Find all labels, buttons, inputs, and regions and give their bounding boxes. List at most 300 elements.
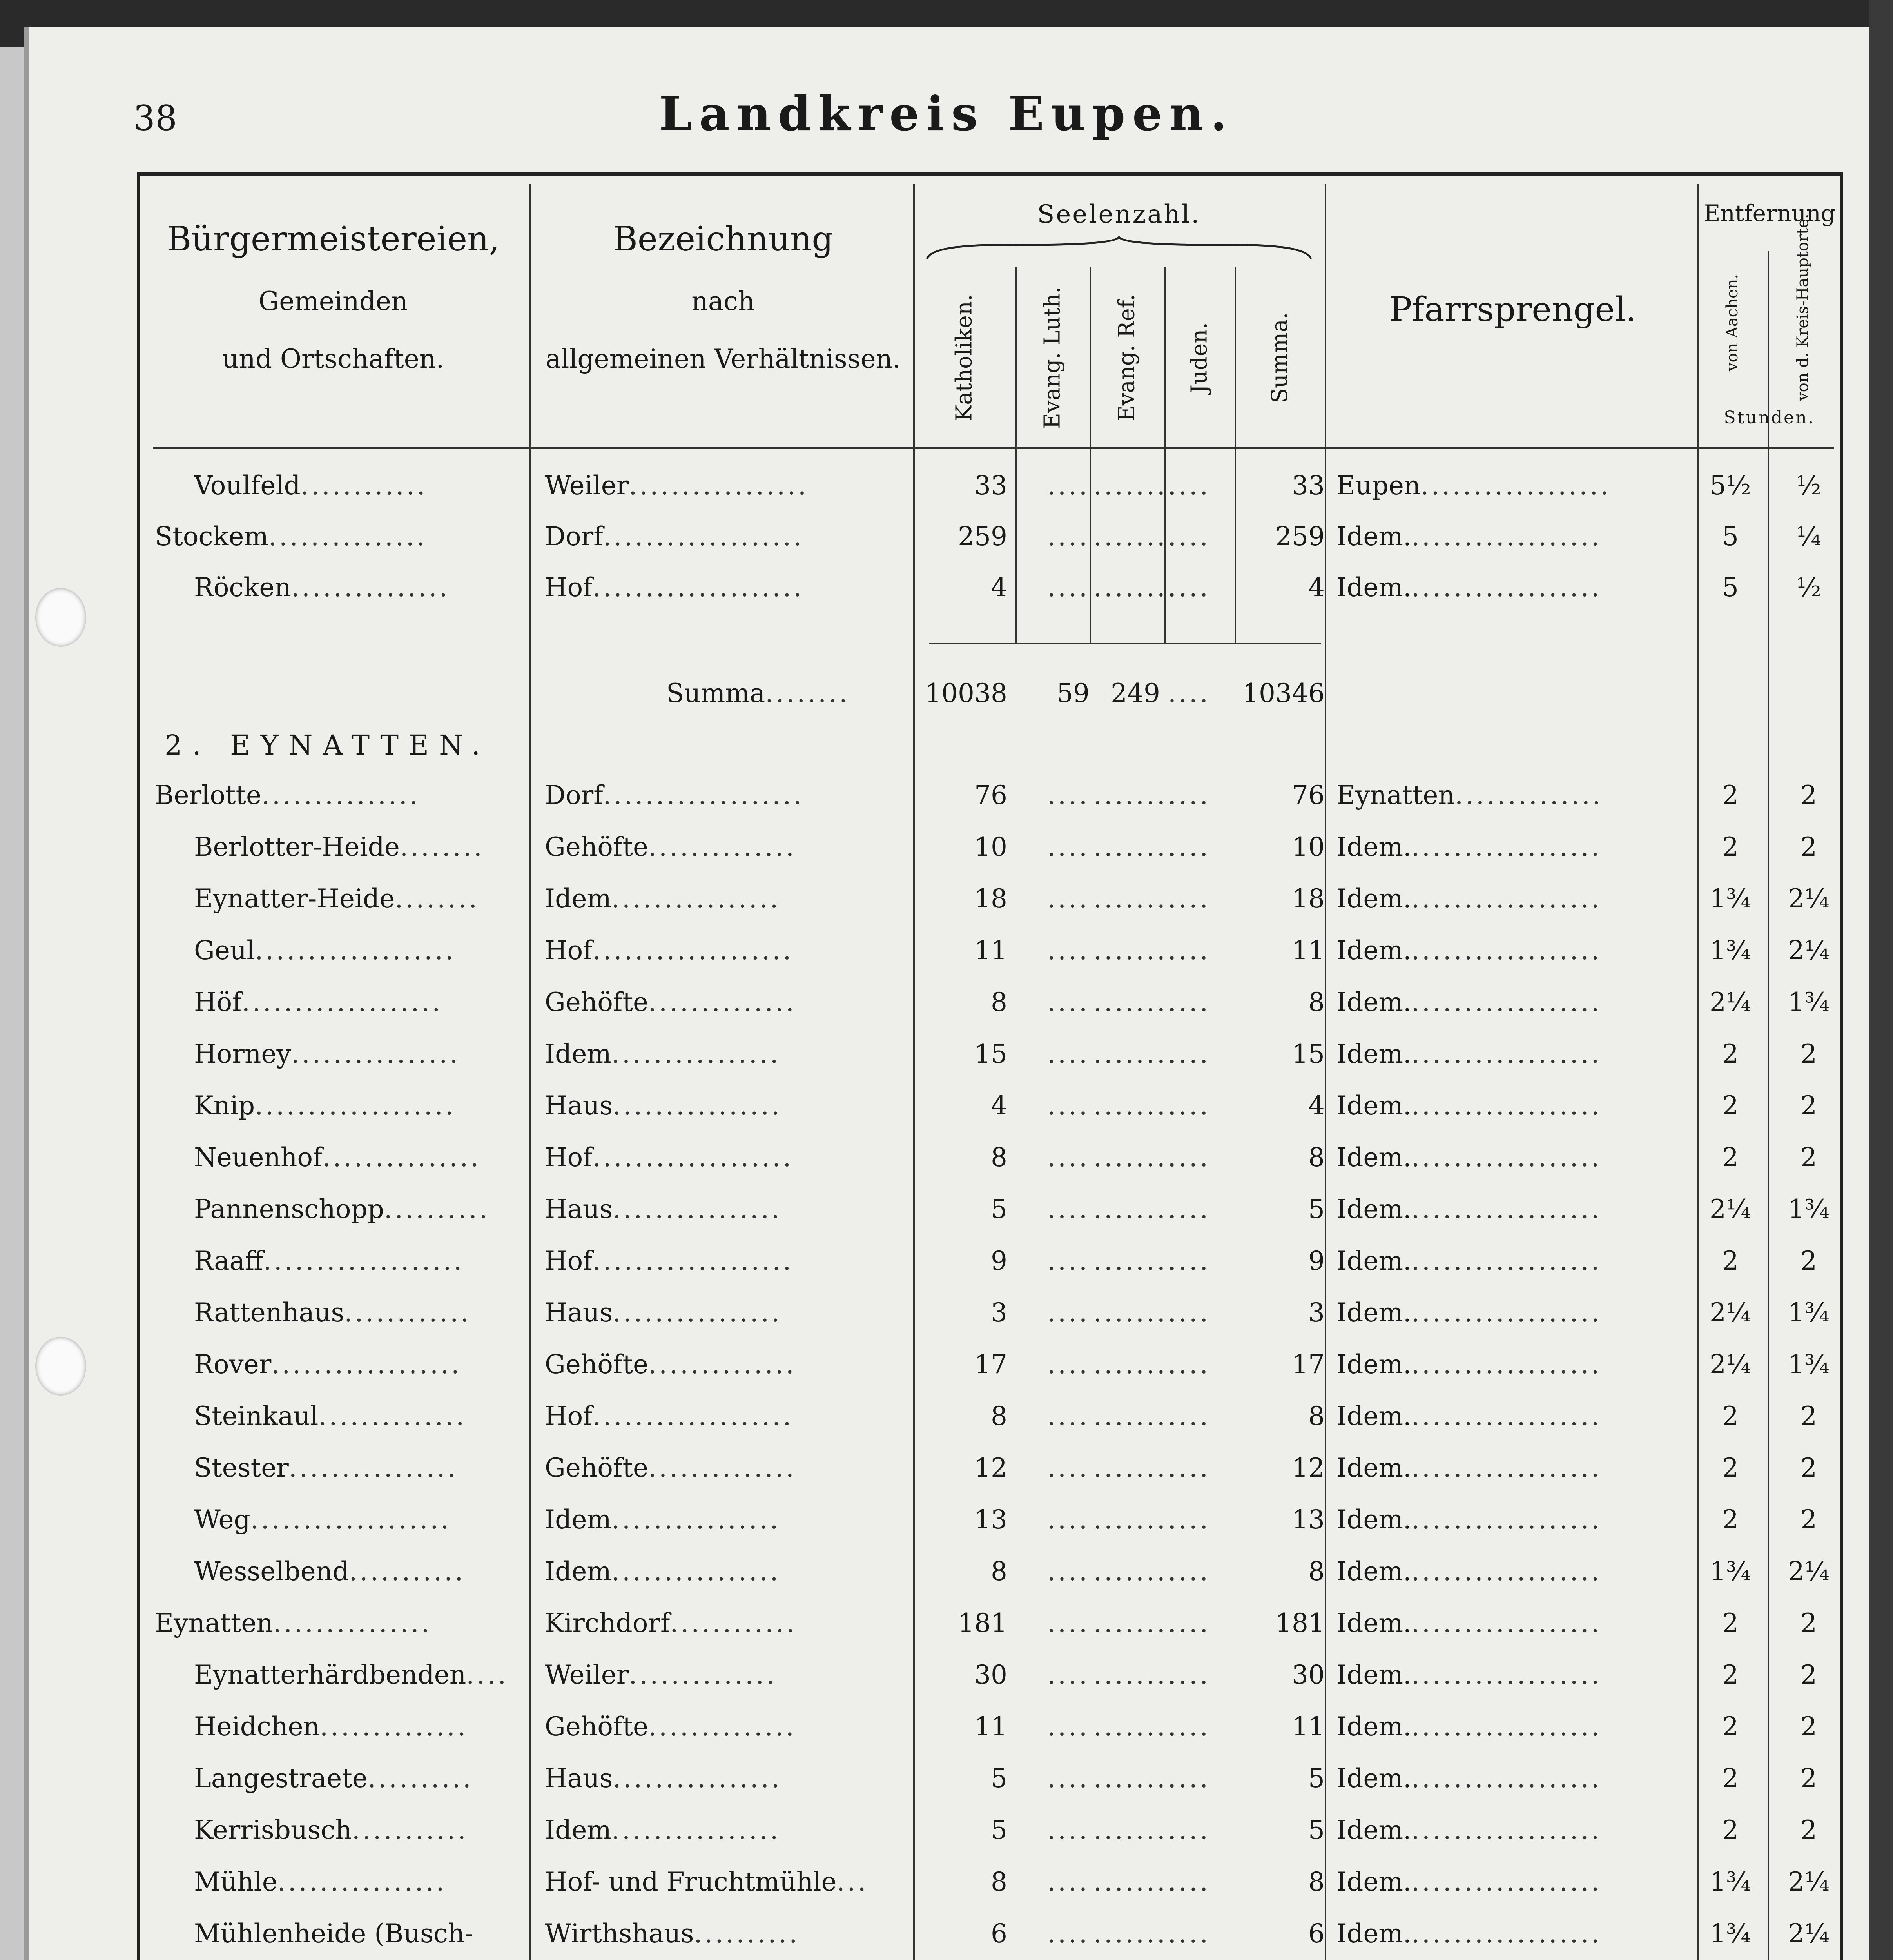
- row-kreis: 2: [1801, 1815, 1817, 1845]
- row-bez-dots: ................: [611, 1815, 781, 1845]
- row-bez: [545, 1608, 905, 1638]
- row-name-dots: ............: [344, 1298, 471, 1328]
- row-pfarr-text: Idem.: [1336, 1142, 1411, 1172]
- row-bez: [545, 884, 905, 914]
- row-pfarr-dots: ..................: [1411, 884, 1602, 914]
- row-ref: ........: [1093, 1246, 1178, 1276]
- row-sum: 4: [1308, 1091, 1325, 1121]
- row-ref: ........: [1093, 1091, 1178, 1121]
- row-name-text: Rattenhaus: [194, 1298, 345, 1328]
- row-jud: ....: [1168, 1918, 1210, 1949]
- row-pfarr-dots: ..................: [1411, 832, 1602, 862]
- row-bez: [545, 1453, 905, 1483]
- row-pfarr: [1336, 572, 1689, 603]
- row-bez-dots: ................: [611, 1504, 781, 1535]
- row-pfarr: [1336, 1142, 1689, 1172]
- row-pfarr-text: Idem.: [1336, 1867, 1411, 1897]
- row-bez: [545, 1091, 905, 1121]
- row-kath: 8: [991, 1867, 1007, 1897]
- row-name-dots: ..............: [320, 1711, 468, 1742]
- row-aachen: 5: [1722, 521, 1739, 552]
- row-pfarr-text: Idem.: [1336, 1194, 1411, 1224]
- header-col2: [533, 220, 913, 374]
- row-kreis: 1¾: [1788, 1298, 1830, 1328]
- summa-ref: 249: [1111, 678, 1160, 708]
- row-name: [155, 832, 570, 862]
- row-aachen: 5: [1722, 572, 1739, 603]
- row-luth: ....: [1047, 780, 1090, 810]
- table-row: [0, 1867, 1893, 1918]
- row-pfarr-dots: ..............: [1454, 780, 1603, 810]
- row-pfarr-dots: ..................: [1420, 470, 1611, 501]
- row-sum: 8: [1308, 1401, 1325, 1431]
- row-name: [155, 884, 570, 914]
- row-luth: ....: [1047, 521, 1090, 552]
- summa-luth: 59: [1057, 678, 1090, 708]
- row-name-text: Pannenschopp: [194, 1194, 384, 1224]
- row-aachen: 2: [1722, 1246, 1739, 1276]
- row-luth: ....: [1047, 987, 1090, 1017]
- row-name-dots: ................: [288, 1453, 458, 1483]
- row-kath: 8: [991, 1556, 1007, 1586]
- row-bez-dots: .................: [629, 470, 809, 501]
- header-juden: Juden.: [1186, 322, 1212, 394]
- row-name-dots: ...................: [255, 935, 456, 965]
- row-sum: 11: [1292, 1711, 1325, 1742]
- row-kath: 12: [974, 1453, 1007, 1483]
- row-luth: ....: [1047, 884, 1090, 914]
- row-pfarr: [1336, 1453, 1689, 1483]
- table-row: [0, 1815, 1893, 1866]
- row-pfarr: [1336, 1401, 1689, 1431]
- row-bez: [545, 780, 905, 810]
- row-jud: ....: [1168, 521, 1210, 552]
- row-bez-dots: ................: [613, 1091, 782, 1121]
- row-ref: ........: [1093, 1660, 1178, 1690]
- row-pfarr: [1336, 832, 1689, 862]
- row-name-dots: ..............: [318, 1401, 467, 1431]
- row-ref: ........: [1093, 1298, 1178, 1328]
- row-pfarr: [1336, 1918, 1689, 1949]
- row-kath: 259: [958, 521, 1007, 552]
- row-name: [155, 470, 570, 501]
- row-pfarr-text: Idem.: [1336, 1401, 1411, 1431]
- row-bez-text: Gehöfte: [545, 987, 649, 1017]
- row-jud: ....: [1168, 1867, 1210, 1897]
- row-pfarr: [1336, 884, 1689, 914]
- row-luth: ....: [1047, 1556, 1090, 1586]
- header-pfarr: Pfarrsprengel.: [1389, 290, 1637, 329]
- row-bez-text: Haus: [545, 1194, 613, 1224]
- row-name-text: Weg: [194, 1504, 250, 1535]
- row-sum: 5: [1308, 1815, 1325, 1845]
- row-bez-text: Gehöfte: [545, 832, 649, 862]
- row-aachen: 2¼: [1710, 1349, 1751, 1379]
- row-ref: ........: [1093, 1867, 1178, 1897]
- row-luth: ....: [1047, 572, 1090, 603]
- row-kath: 18: [974, 884, 1007, 914]
- row-sum: 30: [1292, 1660, 1325, 1690]
- row-kath: 5: [991, 1194, 1007, 1224]
- row-pfarr-text: Idem.: [1336, 1711, 1411, 1742]
- row-sum: 18: [1292, 884, 1325, 914]
- row-kath: 13: [974, 1504, 1007, 1535]
- row-bez-dots: ..............: [648, 1453, 796, 1483]
- row-bez: [545, 832, 905, 862]
- row-kreis: 2: [1801, 1453, 1817, 1483]
- row-sum: 11: [1292, 935, 1325, 965]
- row-pfarr: [1336, 1660, 1689, 1690]
- row-bez-text: Dorf: [545, 521, 603, 552]
- row-jud: ....: [1168, 1349, 1210, 1379]
- header-col1-line2: Gemeinden: [258, 286, 408, 316]
- row-name: [155, 1298, 570, 1328]
- row-pfarr-text: Idem.: [1336, 1349, 1411, 1379]
- row-name-dots: ...............: [273, 1608, 432, 1638]
- row-kath: 9: [991, 1246, 1007, 1276]
- row-name-text: Berlotter-Heide: [194, 832, 400, 862]
- row-kreis: 2: [1801, 1091, 1817, 1121]
- table-row: [0, 1349, 1893, 1400]
- row-name-dots: ....: [466, 1660, 509, 1690]
- row-bez-text: Idem: [545, 884, 611, 914]
- row-bez: [545, 1815, 905, 1845]
- row-name: [155, 1349, 570, 1379]
- row-aachen: 2: [1722, 780, 1739, 810]
- row-bez-dots: ................: [611, 1556, 781, 1586]
- table-row: [0, 1763, 1893, 1814]
- row-pfarr: [1336, 470, 1689, 501]
- row-kreis: 2: [1801, 1608, 1817, 1638]
- row-name: [155, 1867, 570, 1897]
- row-pfarr: [1336, 521, 1689, 552]
- row-bez: [545, 1711, 905, 1742]
- table-row: [0, 1453, 1893, 1504]
- row-bez-text: Idem: [545, 1556, 611, 1586]
- row-bez-text: Weiler: [545, 470, 629, 501]
- row-kreis: 1¾: [1788, 1194, 1830, 1224]
- row-pfarr: [1336, 1246, 1689, 1276]
- table-row: [0, 884, 1893, 935]
- row-name: [155, 1815, 570, 1845]
- row-luth: ....: [1047, 1815, 1090, 1845]
- row-bez: [545, 1039, 905, 1069]
- row-bez: [545, 1349, 905, 1379]
- row-bez-dots: ................: [611, 1039, 781, 1069]
- row-ref: ........: [1093, 1608, 1178, 1638]
- row-pfarr-dots: ..................: [1411, 1815, 1602, 1845]
- row-name-dots: ...................: [255, 1091, 456, 1121]
- row-pfarr: [1336, 935, 1689, 965]
- row-jud: ....: [1168, 1091, 1210, 1121]
- row-kath: 10: [974, 832, 1007, 862]
- row-kath: 15: [974, 1039, 1007, 1069]
- header-col1-line1: Bürgermeistereien,: [167, 220, 500, 259]
- row-pfarr-text: Idem.: [1336, 1504, 1411, 1535]
- row-pfarr-text: Idem.: [1336, 1608, 1411, 1638]
- row-sum: 9: [1308, 1246, 1325, 1276]
- row-sum: 4: [1308, 572, 1325, 603]
- row-bez: [545, 1918, 905, 1949]
- row-bez-dots: ............: [670, 1608, 797, 1638]
- row-pfarr-text: Idem.: [1336, 1246, 1411, 1276]
- row-pfarr-text: Eupen: [1336, 470, 1421, 501]
- row-aachen: 2: [1722, 1504, 1739, 1535]
- row-pfarr-text: Idem.: [1336, 572, 1411, 603]
- row-kath: 8: [991, 1401, 1007, 1431]
- row-pfarr-dots: ..................: [1411, 1349, 1602, 1379]
- row-aachen: 2: [1722, 832, 1739, 862]
- row-kreis: 1¾: [1788, 1349, 1830, 1379]
- row-jud: ....: [1168, 1608, 1210, 1638]
- row-luth: ....: [1047, 1504, 1090, 1535]
- row-bez: [545, 1298, 905, 1328]
- table-row: [0, 1194, 1893, 1245]
- summa-rule: [929, 643, 1321, 644]
- row-pfarr-text: Eynatten: [1336, 780, 1455, 810]
- row-ref: ........: [1093, 780, 1178, 810]
- row-name-text: Geul: [194, 935, 255, 965]
- row-bez: [545, 521, 905, 552]
- row-pfarr-dots: ..................: [1411, 1556, 1602, 1586]
- row-name-dots: ........: [399, 832, 484, 862]
- row-bez-dots: ...................: [592, 1246, 794, 1276]
- row-aachen: 2¼: [1710, 987, 1751, 1017]
- row-pfarr-dots: ..................: [1411, 1711, 1602, 1742]
- row-jud: ....: [1168, 572, 1210, 603]
- row-aachen: 1¾: [1710, 1918, 1751, 1949]
- row-aachen: 2: [1722, 1142, 1739, 1172]
- row-sum: 181: [1275, 1608, 1325, 1638]
- row-kreis: 1¾: [1788, 987, 1830, 1017]
- row-bez-dots: ...................: [603, 780, 804, 810]
- row-bez: [545, 1142, 905, 1172]
- row-name-dots: ...........: [349, 1556, 466, 1586]
- row-aachen: 2: [1722, 1763, 1739, 1793]
- row-pfarr-dots: ..................: [1411, 1401, 1602, 1431]
- table-row: [0, 1918, 1893, 1960]
- row-luth: ....: [1047, 1194, 1090, 1224]
- row-luth: ....: [1047, 1711, 1090, 1742]
- table-row: [0, 470, 1893, 521]
- summa-row: [0, 678, 1893, 729]
- summa-label-dots: ........: [765, 678, 850, 708]
- row-name-dots: ............: [300, 470, 428, 501]
- row-kreis: ¼: [1796, 521, 1821, 552]
- row-kreis: ½: [1796, 572, 1821, 603]
- row-pfarr: [1336, 1763, 1689, 1793]
- row-sum: 8: [1308, 1867, 1325, 1897]
- row-pfarr-dots: ..................: [1411, 1142, 1602, 1172]
- row-bez: [545, 1504, 905, 1535]
- row-pfarr: [1336, 987, 1689, 1017]
- row-name: [155, 987, 570, 1017]
- row-jud: ....: [1168, 1504, 1210, 1535]
- row-kreis: 2: [1801, 832, 1817, 862]
- row-aachen: 2: [1722, 1608, 1739, 1638]
- row-ref: ........: [1093, 832, 1178, 862]
- row-jud: ....: [1168, 1298, 1210, 1328]
- row-pfarr-dots: ..................: [1411, 1867, 1602, 1897]
- table-row: [0, 1246, 1893, 1297]
- row-name-text: Röcken: [194, 572, 291, 603]
- row-kreis: 2: [1801, 1504, 1817, 1535]
- row-name-text: Heidchen: [194, 1711, 320, 1742]
- row-name-dots: ................: [277, 1867, 447, 1897]
- row-pfarr-text: Idem.: [1336, 1298, 1411, 1328]
- row-name-text: Horney: [194, 1039, 291, 1069]
- row-kath: 181: [958, 1608, 1007, 1638]
- row-name-text: Mühlenheide (Busch-: [194, 1918, 473, 1949]
- row-name-text: Eynatten: [155, 1608, 273, 1638]
- row-bez-dots: ...: [836, 1867, 869, 1897]
- row-name-text: Neuenhof: [194, 1142, 323, 1172]
- row-bez: [545, 987, 905, 1017]
- row-jud: ....: [1168, 1039, 1210, 1069]
- row-aachen: 2: [1722, 1660, 1739, 1690]
- page-title: Landkreis Eupen.: [659, 86, 1234, 142]
- row-kath: 11: [974, 1711, 1007, 1742]
- row-pfarr: [1336, 1298, 1689, 1328]
- row-name: [155, 1918, 570, 1949]
- table-row: [0, 1039, 1893, 1090]
- row-jud: ....: [1168, 1194, 1210, 1224]
- row-name-text: Knip: [194, 1091, 255, 1121]
- row-name-text: Eynatter-Heide: [194, 884, 395, 914]
- row-name: [155, 1194, 570, 1224]
- row-pfarr-text: Idem.: [1336, 1660, 1411, 1690]
- table-row: [0, 1711, 1893, 1762]
- row-pfarr: [1336, 780, 1689, 810]
- row-bez-text: Gehöfte: [545, 1453, 649, 1483]
- row-aachen: 2: [1722, 1401, 1739, 1431]
- row-bez-text: Wirthshaus: [545, 1918, 694, 1949]
- row-pfarr-dots: ..................: [1411, 1660, 1602, 1690]
- row-kath: 4: [991, 1091, 1007, 1121]
- row-bez-dots: ...................: [592, 935, 794, 965]
- row-bez-dots: ..............: [629, 1660, 777, 1690]
- row-name-dots: ...................: [263, 1246, 464, 1276]
- row-pfarr: [1336, 1194, 1689, 1224]
- row-bez-text: Gehöfte: [545, 1711, 649, 1742]
- row-kreis: 2: [1801, 1711, 1817, 1742]
- row-pfarr: [1336, 1867, 1689, 1897]
- row-luth: ....: [1047, 1453, 1090, 1483]
- row-luth: ....: [1047, 1349, 1090, 1379]
- row-pfarr: [1336, 1504, 1689, 1535]
- summa-label-text: Summa: [666, 678, 765, 708]
- row-sum: 3: [1308, 1298, 1325, 1328]
- row-jud: ....: [1168, 470, 1210, 501]
- header-kath: Katholiken.: [951, 294, 977, 421]
- row-pfarr-text: Idem.: [1336, 1918, 1411, 1949]
- header-col2-line3: allgemeinen Verhältnissen.: [545, 344, 901, 374]
- row-aachen: 2: [1722, 1453, 1739, 1483]
- row-bez-text: Kirchdorf: [545, 1608, 670, 1638]
- row-pfarr: [1336, 1815, 1689, 1845]
- row-aachen: 5½: [1710, 470, 1751, 501]
- row-name-dots: ...............: [268, 521, 427, 552]
- row-aachen: 2¼: [1710, 1298, 1751, 1328]
- row-pfarr-text: Idem.: [1336, 1039, 1411, 1069]
- header-summa: Summa.: [1267, 312, 1293, 403]
- row-jud: ....: [1168, 780, 1210, 810]
- row-luth: ....: [1047, 1867, 1090, 1897]
- row-bez-text: Dorf: [545, 780, 603, 810]
- row-name: [155, 935, 570, 965]
- row-pfarr-dots: ..................: [1411, 1763, 1602, 1793]
- row-sum: 17: [1292, 1349, 1325, 1379]
- table-row: [0, 987, 1893, 1038]
- row-bez-text: Idem: [545, 1504, 611, 1535]
- table-row: [0, 1142, 1893, 1193]
- row-sum: 33: [1292, 470, 1325, 501]
- row-name-text: Höf: [194, 987, 242, 1017]
- row-luth: ....: [1047, 1660, 1090, 1690]
- row-pfarr-dots: ..................: [1411, 1091, 1602, 1121]
- row-name: [155, 572, 570, 603]
- table-row: [0, 832, 1893, 883]
- row-kreis: 2¼: [1788, 1556, 1830, 1586]
- row-kath: 17: [974, 1349, 1007, 1379]
- row-ref: ........: [1093, 1504, 1178, 1535]
- row-ref: ........: [1093, 1711, 1178, 1742]
- row-luth: ....: [1047, 832, 1090, 862]
- row-luth: ....: [1047, 1091, 1090, 1121]
- row-pfarr: [1336, 1349, 1689, 1379]
- row-name-text: Voulfeld: [194, 470, 301, 501]
- row-luth: ....: [1047, 1918, 1090, 1949]
- row-ref: ........: [1093, 1556, 1178, 1586]
- row-name: [155, 1246, 570, 1276]
- row-kreis: 2¼: [1788, 1918, 1830, 1949]
- row-pfarr-dots: ..................: [1411, 1298, 1602, 1328]
- row-jud: ....: [1168, 1660, 1210, 1690]
- row-bez-text: Haus: [545, 1298, 613, 1328]
- summa-label: [666, 678, 909, 708]
- row-bez: [545, 1867, 905, 1897]
- row-pfarr-text: Idem.: [1336, 1453, 1411, 1483]
- row-aachen: 2: [1722, 1815, 1739, 1845]
- row-name-dots: ........: [395, 884, 480, 914]
- row-sum: 6: [1308, 1918, 1325, 1949]
- row-jud: ....: [1168, 935, 1210, 965]
- row-bez-dots: ..............: [648, 987, 796, 1017]
- row-kath: 76: [974, 780, 1007, 810]
- header-col1: [141, 220, 525, 374]
- row-ref: ........: [1093, 1349, 1178, 1379]
- row-bez-dots: ..............: [648, 1349, 796, 1379]
- row-jud: ....: [1168, 884, 1210, 914]
- row-ref: ........: [1093, 1039, 1178, 1069]
- row-bez: [545, 1556, 905, 1586]
- row-name-dots: ..........: [367, 1763, 473, 1793]
- row-aachen: 1¾: [1710, 884, 1751, 914]
- row-name-text: Mühle: [194, 1867, 277, 1897]
- row-aachen: 2: [1722, 1039, 1739, 1069]
- row-jud: ....: [1168, 987, 1210, 1017]
- section-title: 2. EYNATTEN.: [165, 729, 491, 761]
- row-pfarr-text: Idem.: [1336, 1815, 1411, 1845]
- row-pfarr-text: Idem.: [1336, 832, 1411, 862]
- row-name-text: Rover: [194, 1349, 272, 1379]
- row-name-dots: ...........: [352, 1815, 468, 1845]
- row-name-dots: ...............: [261, 780, 420, 810]
- row-ref: ........: [1093, 1401, 1178, 1431]
- row-name: [155, 1608, 531, 1638]
- row-ref: ........: [1093, 935, 1178, 965]
- row-bez-text: Hof: [545, 1401, 593, 1431]
